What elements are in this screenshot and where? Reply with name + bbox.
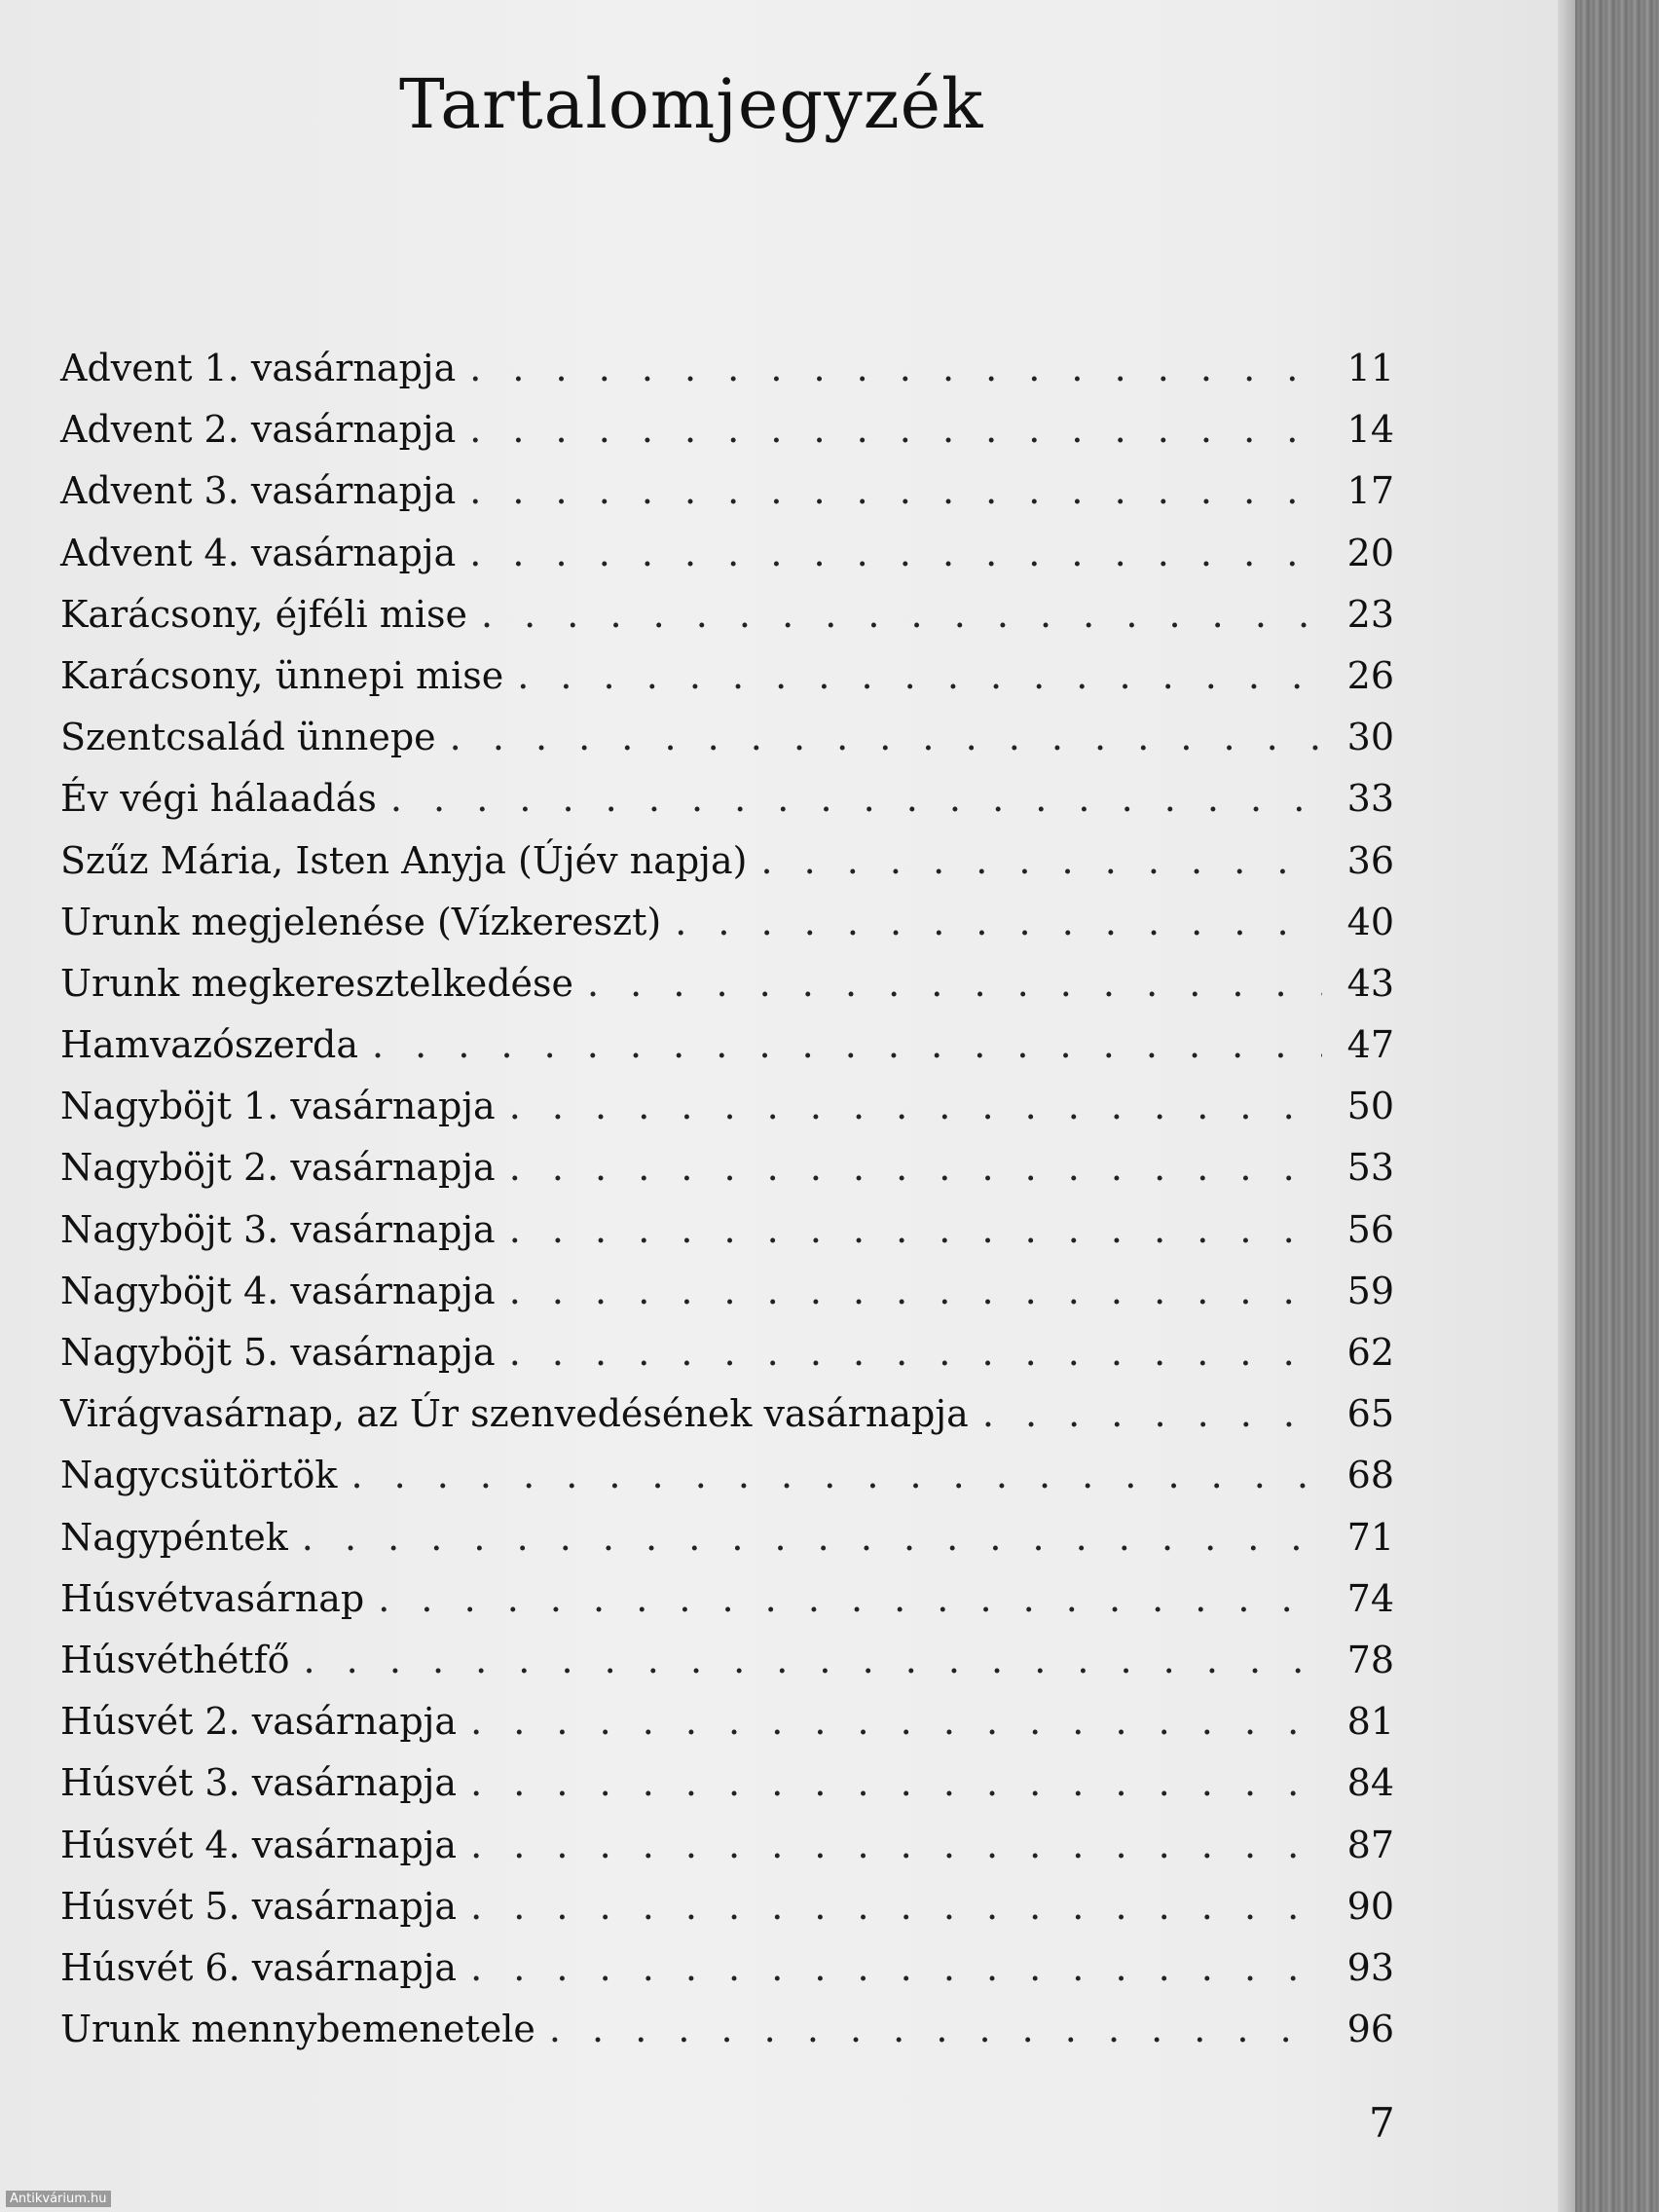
toc-entry-title: Húsvétvasárnap xyxy=(60,1576,365,1620)
toc-entry-title: Urunk mennybemenetele xyxy=(60,2008,535,2051)
toc-entry-title: Urunk megjelenése (Vízkereszt) xyxy=(60,900,662,943)
toc-entry-page: 90 xyxy=(1346,1884,1394,1928)
toc-leader-dots xyxy=(304,1639,1322,1681)
toc-leader-dots xyxy=(509,1208,1322,1251)
toc-leader-dots xyxy=(517,654,1322,697)
toc-leader-dots xyxy=(390,777,1322,820)
wooden-background xyxy=(1575,0,1659,2212)
toc-entry-page: 59 xyxy=(1346,1269,1394,1312)
toc-leader-dots xyxy=(372,1023,1322,1066)
toc-entry-title: Advent 1. vasárnapja xyxy=(60,347,457,389)
toc-leader-dots xyxy=(350,1454,1322,1496)
toc-entry-page: 68 xyxy=(1346,1454,1394,1497)
toc-leader-dots xyxy=(302,1516,1322,1559)
toc-entry-page: 26 xyxy=(1346,653,1394,697)
toc-entry-title: Nagyböjt 3. vasárnapja xyxy=(60,1207,496,1251)
toc-entry-page: 47 xyxy=(1346,1023,1394,1067)
toc-entry-page: 40 xyxy=(1346,900,1394,943)
toc-entry-title: Nagypéntek xyxy=(60,1515,288,1559)
toc-entry xyxy=(60,1761,1394,1823)
toc-entry-title: Húsvét 2. vasárnapja xyxy=(60,1700,458,1744)
toc-entry xyxy=(60,1946,1394,2008)
toc-leader-dots xyxy=(470,1824,1322,1866)
toc-entry-page: 81 xyxy=(1346,1700,1394,1744)
toc-entry-title: Húsvét 5. vasárnapja xyxy=(60,1884,458,1928)
toc-leader-dots xyxy=(587,962,1322,1005)
toc-entry xyxy=(60,1085,1394,1146)
toc-entry-title: Húsvét 3. vasárnapja xyxy=(60,1761,458,1805)
toc-entry-title: Szűz Mária, Isten Anyja (Újév napja) xyxy=(60,838,748,882)
toc-entry-title: Nagyböjt 2. vasárnapja xyxy=(60,1146,496,1190)
toc-leader-dots xyxy=(470,1885,1322,1928)
toc-leader-dots xyxy=(470,1946,1322,1989)
toc-entry-title: Nagycsütörtök xyxy=(60,1454,338,1497)
toc-entry xyxy=(60,716,1394,777)
toc-entry xyxy=(60,1516,1394,1577)
page-number: 7 xyxy=(1369,2099,1395,2147)
toc-entry xyxy=(60,901,1394,962)
toc-entry xyxy=(60,962,1394,1023)
toc-entry-page: 50 xyxy=(1346,1085,1394,1128)
toc-entry-page: 36 xyxy=(1346,838,1394,882)
toc-leader-dots xyxy=(509,1085,1322,1127)
toc-entry xyxy=(60,1577,1394,1639)
toc-entry-page: 30 xyxy=(1346,716,1394,759)
toc-entry-page: 71 xyxy=(1346,1515,1394,1559)
toc-entry-title: Karácsony, éjféli mise xyxy=(60,592,467,636)
toc-entry xyxy=(60,839,1394,901)
toc-entry xyxy=(60,1270,1394,1331)
toc-entry xyxy=(60,1208,1394,1270)
toc-leader-dots xyxy=(549,2008,1322,2050)
toc-entry xyxy=(60,469,1394,531)
toc-entry xyxy=(60,1700,1394,1761)
toc-entry xyxy=(60,2008,1394,2069)
toc-leader-dots xyxy=(469,408,1322,451)
toc-entry-title: Advent 4. vasárnapja xyxy=(60,531,457,574)
toc-entry-page: 74 xyxy=(1346,1576,1394,1620)
toc-entry xyxy=(60,1023,1394,1085)
toc-leader-dots xyxy=(509,1146,1322,1189)
toc-entry xyxy=(60,777,1394,838)
toc-entry-title: Nagyböjt 5. vasárnapja xyxy=(60,1331,496,1374)
toc-entry xyxy=(60,654,1394,716)
toc-entry xyxy=(60,1885,1394,1946)
toc-leader-dots xyxy=(469,347,1322,389)
toc-entry-page: 33 xyxy=(1346,777,1394,821)
toc-entry-title: Urunk megkeresztelkedése xyxy=(60,961,574,1005)
toc-entry-page: 84 xyxy=(1346,1761,1394,1805)
toc-leader-dots xyxy=(450,716,1322,758)
toc-entry-page: 17 xyxy=(1346,469,1394,513)
toc-entry-title: Húsvét 4. vasárnapja xyxy=(60,1823,458,1866)
toc-entry-page: 78 xyxy=(1346,1638,1394,1681)
toc-entry-title: Hamvazószerda xyxy=(60,1023,359,1067)
toc-leader-dots xyxy=(378,1577,1322,1620)
toc-leader-dots xyxy=(982,1392,1322,1435)
toc-entry xyxy=(60,1331,1394,1392)
toc-entry-title: Nagyböjt 4. vasárnapja xyxy=(60,1269,496,1312)
toc-entry xyxy=(60,347,1394,408)
toc-entry xyxy=(60,1639,1394,1700)
toc-entry-title: Advent 2. vasárnapja xyxy=(60,408,457,452)
toc-entry-title: Húsvéthétfő xyxy=(60,1638,290,1681)
toc-entry-page: 11 xyxy=(1346,347,1394,389)
toc-leader-dots xyxy=(469,469,1322,512)
toc-leader-dots xyxy=(470,1761,1322,1804)
toc-entry-title: Karácsony, ünnepi mise xyxy=(60,653,504,697)
toc-entry-page: 53 xyxy=(1346,1146,1394,1190)
table-of-contents xyxy=(60,347,1394,2069)
toc-entry-title: Húsvét 6. vasárnapja xyxy=(60,1945,458,1989)
toc-entry-page: 43 xyxy=(1346,961,1394,1005)
toc-entry xyxy=(60,593,1394,654)
toc-entry-title: Év végi hálaadás xyxy=(60,777,377,821)
toc-leader-dots xyxy=(675,901,1322,943)
toc-entry-title: Virágvasárnap, az Úr szenvedésének vasárnapja xyxy=(60,1392,969,1436)
toc-entry-page: 65 xyxy=(1346,1392,1394,1436)
toc-entry xyxy=(60,1146,1394,1207)
toc-entry xyxy=(60,1392,1394,1454)
toc-entry-page: 23 xyxy=(1346,592,1394,636)
toc-leader-dots xyxy=(760,839,1322,882)
watermark: Antikvárium.hu xyxy=(6,2191,111,2207)
toc-entry-title: Szentcsalád ünnepe xyxy=(60,716,436,759)
toc-leader-dots xyxy=(470,1700,1322,1743)
toc-entry-page: 93 xyxy=(1346,1945,1394,1989)
toc-entry-page: 62 xyxy=(1346,1331,1394,1374)
toc-entry xyxy=(60,1454,1394,1515)
toc-entry-title: Nagyböjt 1. vasárnapja xyxy=(60,1085,496,1128)
toc-entry xyxy=(60,532,1394,593)
toc-leader-dots xyxy=(509,1331,1322,1374)
toc-leader-dots xyxy=(469,532,1322,574)
toc-entry-page: 56 xyxy=(1346,1207,1394,1251)
toc-entry-page: 87 xyxy=(1346,1823,1394,1866)
toc-entry-title: Advent 3. vasárnapja xyxy=(60,469,457,513)
toc-entry xyxy=(60,408,1394,469)
toc-leader-dots xyxy=(509,1270,1322,1312)
toc-leader-dots xyxy=(481,593,1322,636)
toc-entry-page: 96 xyxy=(1346,2008,1394,2051)
toc-entry-page: 20 xyxy=(1346,531,1394,574)
toc-entry-page: 14 xyxy=(1346,408,1394,452)
page-title: Tartalomjegyzék xyxy=(399,64,984,144)
toc-entry xyxy=(60,1824,1394,1885)
